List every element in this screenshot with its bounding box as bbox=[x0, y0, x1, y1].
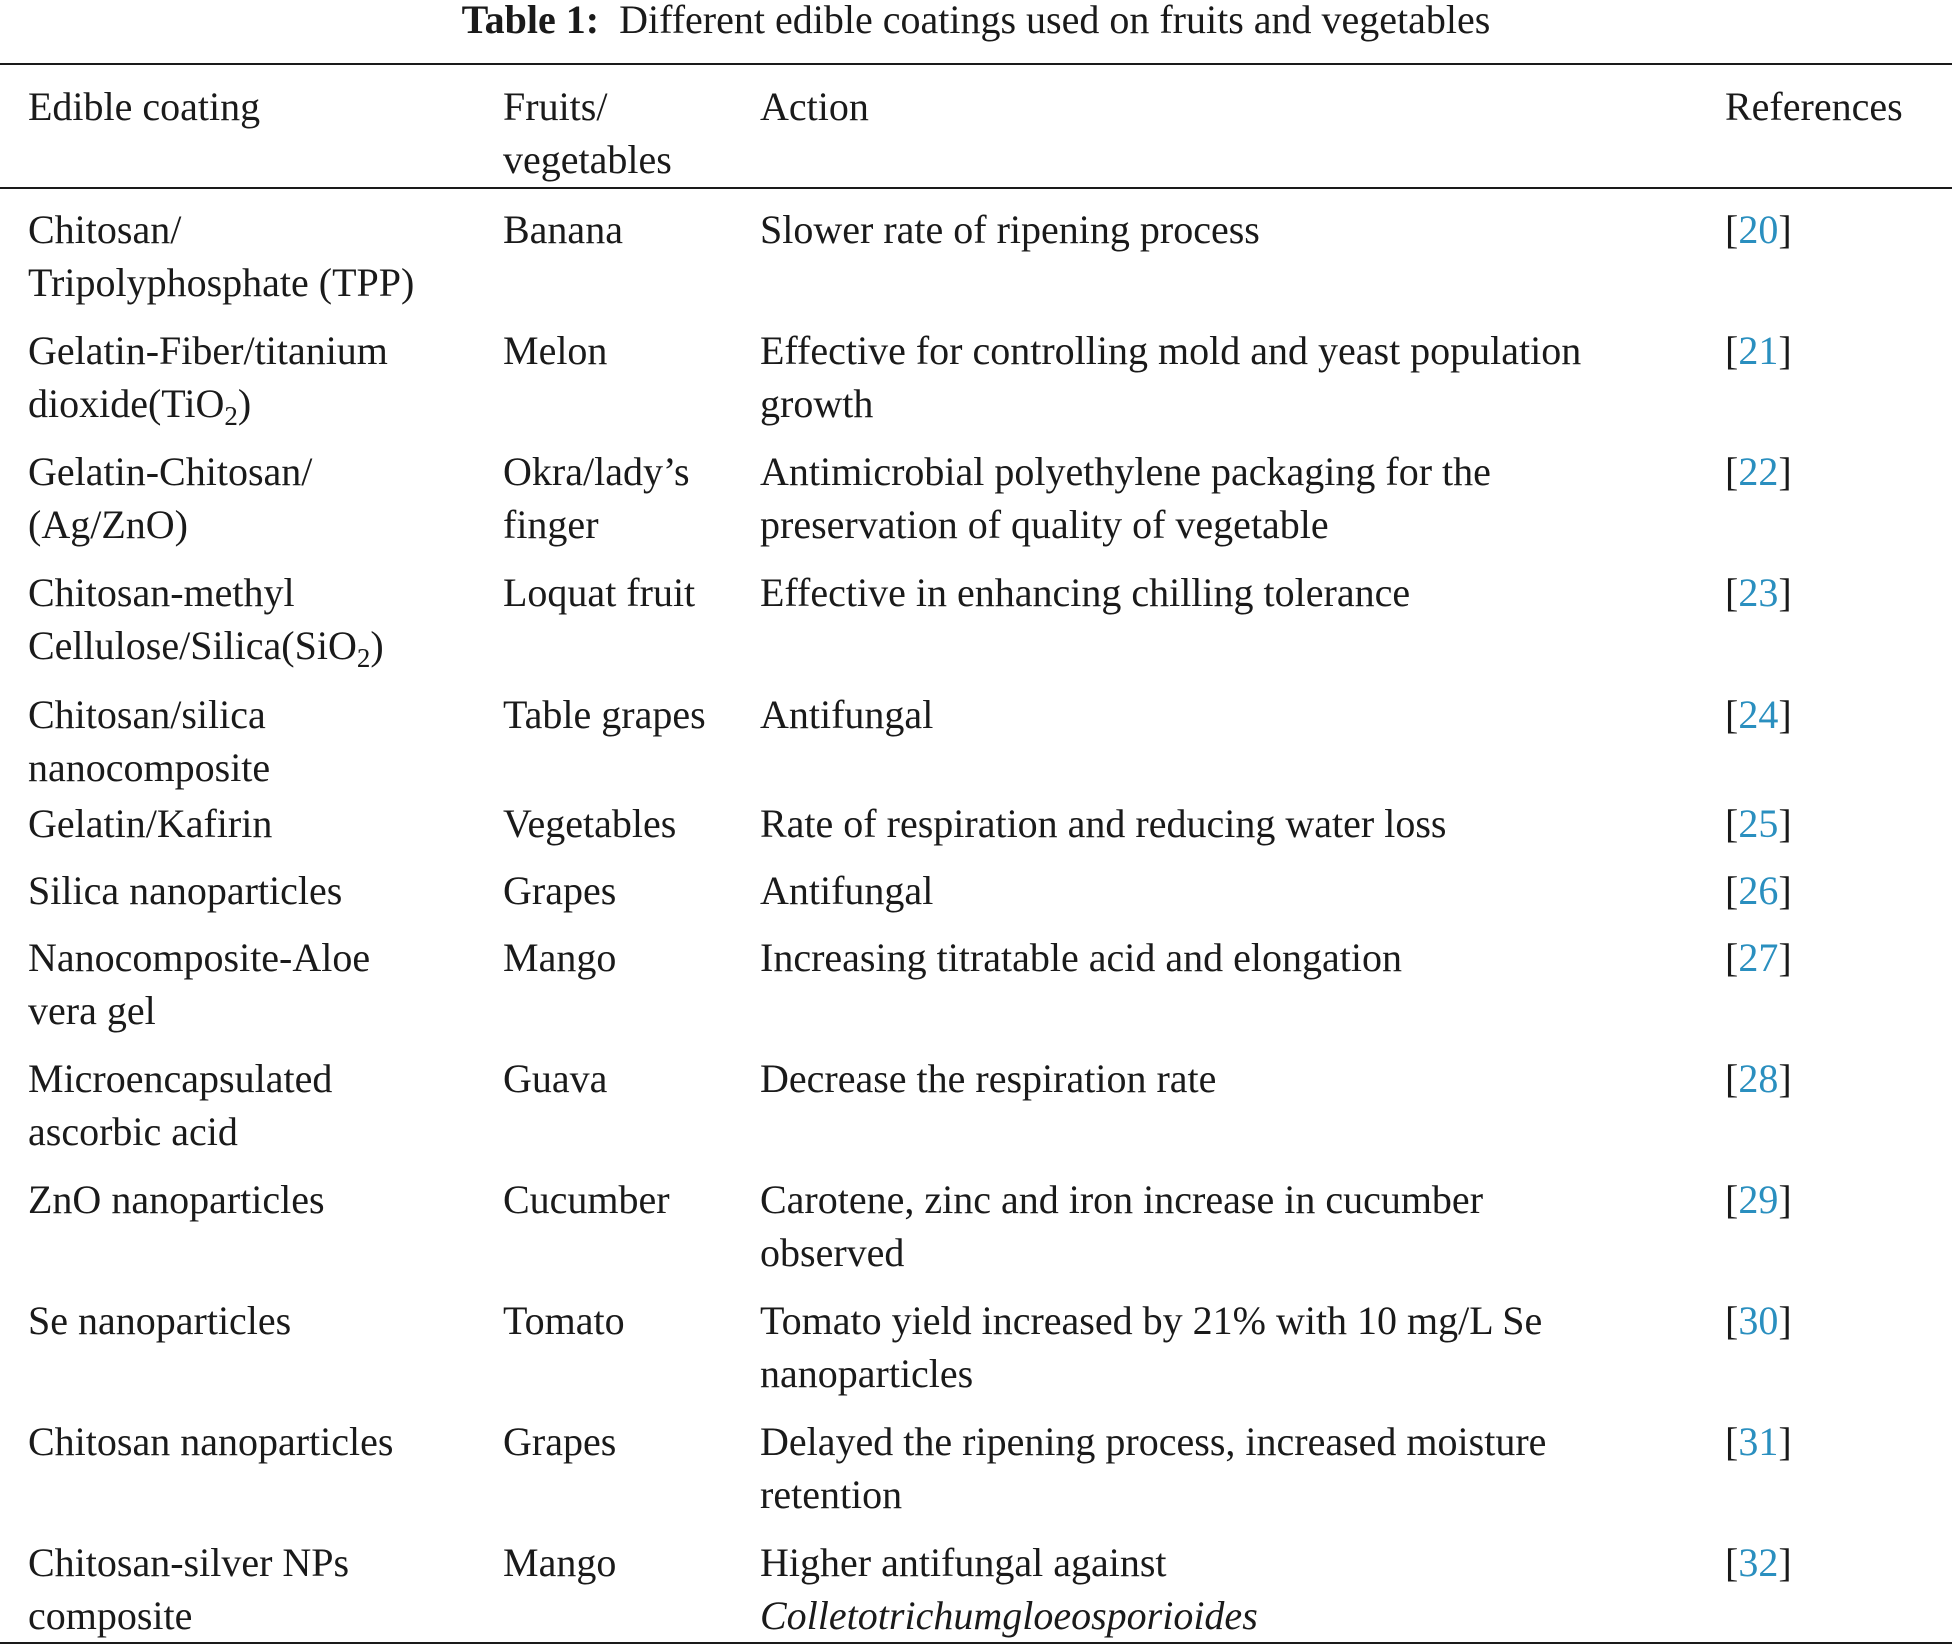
cell-line: Effective for controlling mold and yeast population bbox=[760, 328, 1582, 373]
cell-line: Grapes bbox=[503, 868, 617, 913]
cell-coating bbox=[28, 1415, 498, 1468]
cell-reference: [20] bbox=[1725, 207, 1792, 252]
cell-line: Chitosan/ bbox=[28, 207, 182, 252]
cell-action bbox=[760, 1052, 1720, 1105]
cell-fruit bbox=[503, 797, 753, 850]
header-fruits-line1: Fruits/ bbox=[503, 84, 608, 129]
cell-action bbox=[760, 1294, 1720, 1400]
cell-line: nanoparticles bbox=[760, 1351, 974, 1396]
cell-line: Melon bbox=[503, 328, 608, 373]
cell-line: Chitosan/silica bbox=[28, 692, 266, 737]
cell-line: retention bbox=[760, 1472, 903, 1517]
table-caption bbox=[0, 0, 1952, 40]
cell-line: Mango bbox=[503, 935, 617, 980]
text-run: ) bbox=[237, 381, 252, 426]
cell-line: Gelatin-Fiber/titanium bbox=[28, 328, 388, 373]
cell-line: Antimicrobial polyethylene packaging for the bbox=[760, 449, 1491, 494]
cell-line bbox=[28, 377, 498, 430]
cell-line: Chitosan-silver NPs bbox=[28, 1540, 350, 1585]
cell-fruit bbox=[503, 1294, 753, 1347]
cell-line: Carotene, zinc and iron increase in cucumber bbox=[760, 1177, 1484, 1222]
reference-link[interactable]: 27 bbox=[1738, 935, 1779, 980]
cell-line: Grapes bbox=[503, 1419, 617, 1464]
cell-action bbox=[760, 1173, 1720, 1279]
reference-link[interactable]: 23 bbox=[1738, 570, 1779, 615]
cell-reference: [27] bbox=[1725, 935, 1792, 980]
header-action: Action bbox=[760, 84, 869, 129]
cell-line: Tomato yield increased by 21% with 10 mg/L Se bbox=[760, 1298, 1543, 1343]
cell-line: Rate of respiration and reducing water loss bbox=[760, 801, 1447, 846]
top-rule bbox=[0, 63, 1952, 65]
cell-line: Microencapsulated bbox=[28, 1056, 333, 1101]
text-run: ) bbox=[370, 623, 384, 668]
cell-coating bbox=[28, 864, 498, 917]
cell-action bbox=[760, 203, 1720, 256]
cell-fruit bbox=[503, 1052, 753, 1105]
cell-line: Tomato bbox=[503, 1298, 625, 1343]
cell-line: Nanocomposite-Aloe bbox=[28, 935, 371, 980]
cell-reference: [24] bbox=[1725, 692, 1792, 737]
reference-link[interactable]: 28 bbox=[1738, 1056, 1779, 1101]
text-run: Cellulose/Silica(SiO bbox=[28, 623, 357, 668]
cell-fruit bbox=[503, 864, 753, 917]
cell-reference: [21] bbox=[1725, 328, 1792, 373]
header-fruits-line2: vegetables bbox=[503, 137, 672, 182]
bottom-rule bbox=[0, 1642, 1952, 1644]
reference-link[interactable]: 29 bbox=[1738, 1177, 1779, 1222]
reference-link[interactable]: 24 bbox=[1738, 692, 1779, 737]
cell-coating bbox=[28, 324, 498, 430]
cell-reference: [22] bbox=[1725, 449, 1792, 494]
cell-coating bbox=[28, 1173, 498, 1226]
cell-action bbox=[760, 324, 1720, 430]
cell-line: Gelatin/Kafirin bbox=[28, 801, 273, 846]
cell-line: nanocomposite bbox=[28, 745, 271, 790]
cell-reference: [29] bbox=[1725, 1177, 1792, 1222]
cell-fruit bbox=[503, 688, 753, 741]
cell-coating bbox=[28, 566, 498, 672]
subscript: 2 bbox=[356, 643, 371, 673]
cell-line bbox=[28, 619, 498, 672]
cell-line bbox=[760, 1589, 1720, 1642]
cell-line: preservation of quality of vegetable bbox=[760, 502, 1329, 547]
cell-line: observed bbox=[760, 1230, 905, 1275]
header-fruits bbox=[503, 80, 753, 186]
cell-fruit bbox=[503, 1415, 753, 1468]
cell-line: Okra/lady’s bbox=[503, 449, 690, 494]
reference-link[interactable]: 31 bbox=[1738, 1419, 1779, 1464]
cell-action bbox=[760, 864, 1720, 917]
cell-action bbox=[760, 688, 1720, 741]
cell-fruit bbox=[503, 1536, 753, 1589]
cell-coating bbox=[28, 797, 498, 850]
cell-reference: [31] bbox=[1725, 1419, 1792, 1464]
cell-coating bbox=[28, 688, 498, 794]
species-name: Colletotrichumgloeosporioides bbox=[760, 1593, 1258, 1638]
cell-line: Tripolyphosphate (TPP) bbox=[28, 260, 415, 305]
cell-action bbox=[760, 445, 1720, 551]
cell-coating bbox=[28, 1052, 498, 1158]
cell-line: Mango bbox=[503, 1540, 617, 1585]
cell-line: Chitosan-methyl bbox=[28, 570, 295, 615]
cell-fruit bbox=[503, 324, 753, 377]
cell-action bbox=[760, 1415, 1720, 1521]
cell-line: (Ag/ZnO) bbox=[28, 502, 188, 547]
caption-text: Different edible coatings used on fruits and vegetables bbox=[619, 0, 1491, 42]
cell-fruit bbox=[503, 931, 753, 984]
cell-line: Cucumber bbox=[503, 1177, 670, 1222]
cell-reference: [32] bbox=[1725, 1540, 1792, 1585]
cell-line: Chitosan nanoparticles bbox=[28, 1419, 394, 1464]
cell-fruit bbox=[503, 203, 753, 256]
cell-fruit bbox=[503, 566, 753, 619]
subscript: 2 bbox=[224, 401, 238, 431]
cell-line: Gelatin-Chitosan/ bbox=[28, 449, 313, 494]
cell-line: ascorbic acid bbox=[28, 1109, 238, 1154]
cell-line: Increasing titratable acid and elongation bbox=[760, 935, 1402, 980]
cell-reference: [26] bbox=[1725, 868, 1792, 913]
cell-coating bbox=[28, 445, 498, 551]
cell-action bbox=[760, 931, 1720, 984]
cell-line: Vegetables bbox=[503, 801, 677, 846]
cell-line: Loquat fruit bbox=[503, 570, 696, 615]
cell-line: Delayed the ripening process, increased moisture bbox=[760, 1419, 1547, 1464]
caption-label: Table 1: bbox=[461, 0, 600, 42]
header-rule bbox=[0, 187, 1952, 189]
cell-action bbox=[760, 1536, 1720, 1642]
text-run: dioxide(TiO bbox=[28, 381, 225, 426]
reference-link[interactable]: 20 bbox=[1738, 207, 1779, 252]
cell-reference: [25] bbox=[1725, 801, 1792, 846]
cell-reference: [28] bbox=[1725, 1056, 1792, 1101]
cell-reference: [30] bbox=[1725, 1298, 1792, 1343]
cell-coating bbox=[28, 1536, 498, 1642]
cell-line: Effective in enhancing chilling tolerance bbox=[760, 570, 1411, 615]
reference-link[interactable]: 26 bbox=[1738, 868, 1779, 913]
reference-link[interactable]: 30 bbox=[1738, 1298, 1779, 1343]
cell-line: Antifungal bbox=[760, 868, 934, 913]
cell-line: Banana bbox=[503, 207, 623, 252]
cell-line: vera gel bbox=[28, 988, 156, 1033]
cell-line: Silica nanoparticles bbox=[28, 868, 343, 913]
cell-line: Decrease the respiration rate bbox=[760, 1056, 1217, 1101]
reference-link[interactable]: 25 bbox=[1738, 801, 1779, 846]
cell-reference: [23] bbox=[1725, 570, 1792, 615]
cell-action bbox=[760, 566, 1720, 619]
cell-coating bbox=[28, 1294, 498, 1347]
cell-line: ZnO nanoparticles bbox=[28, 1177, 325, 1222]
header-coating: Edible coating bbox=[28, 84, 261, 129]
cell-line: finger bbox=[503, 502, 599, 547]
cell-coating bbox=[28, 203, 498, 309]
cell-fruit bbox=[503, 445, 753, 551]
cell-line: Se nanoparticles bbox=[28, 1298, 292, 1343]
cell-fruit bbox=[503, 1173, 753, 1226]
cell-line: Slower rate of ripening process bbox=[760, 207, 1260, 252]
cell-line: Guava bbox=[503, 1056, 608, 1101]
reference-link[interactable]: 22 bbox=[1738, 449, 1779, 494]
cell-line: Antifungal bbox=[760, 692, 934, 737]
cell-line: growth bbox=[760, 381, 874, 426]
cell-line: Table grapes bbox=[503, 692, 706, 737]
cell-coating bbox=[28, 931, 498, 1037]
reference-link[interactable]: 21 bbox=[1738, 328, 1779, 373]
header-references: References bbox=[1725, 84, 1903, 129]
reference-link[interactable]: 32 bbox=[1738, 1540, 1779, 1585]
cell-line: composite bbox=[28, 1593, 193, 1638]
cell-line: Higher antifungal against bbox=[760, 1540, 1167, 1585]
cell-action bbox=[760, 797, 1720, 850]
